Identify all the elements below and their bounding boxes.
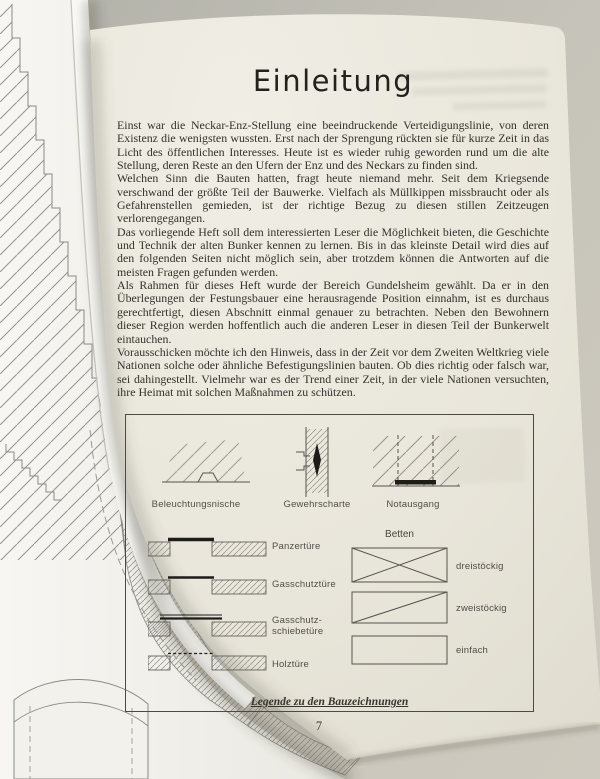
page-title: Einleitung (252, 64, 414, 98)
bett-einfach-label: einfach (456, 645, 489, 656)
panzertuere-symbol (148, 533, 268, 563)
notausgang-label: Notausgang (386, 499, 440, 510)
bett-dreistoeckig-symbol (351, 547, 448, 583)
body-text (117, 119, 549, 399)
holztuere-label: Holztüre (272, 659, 309, 670)
gasschutztuere-symbol (148, 571, 268, 601)
bett-einfach-symbol (351, 635, 448, 665)
gewehrscharte-label: Gewehrscharte (283, 499, 351, 510)
paragraph-3: Das vorliegende Heft soll dem interessierten Leser die Möglichkeit bieten, die Geschichte und Technik der alten Bunker kennen zu lernen. Bis in das kleinste Detail wird dies auf den folgenden Seiten nicht möglich sein, aber trotzdem können die Antworten auf die meisten Fragen gefunden werden. (117, 224, 549, 279)
paragraph-2: Welchen Sinn die Bauten hatten, fragt heute niemand mehr. Seit dem Kriegsende verschwand der größte Teil der Bauwerke. Vielfach als Müllkippen missbraucht oder als Gefahrenstellen gemieden, ist der richtige Bezug zu diesen stillen Zeitzeugen verlorengegangen. (117, 171, 549, 226)
gewehrscharte-symbol (294, 427, 340, 499)
paragraph-1: Einst war die Neckar-Enz-Stellung eine beeindruckende Verteidigungslinie, von deren Existenz die wenigsten wussten. Erst nach der Sprengung rückten sie für kurze Zeit in das Licht des öffentlichen Interesses. Heute ist es wieder ruhig geworden rund um die alte Stellung, deren Reste an den Ufern der Enz und des Neckars zu finden sind. (117, 118, 549, 173)
paragraph-5: Vorausschicken möchte ich den Hinweis, dass in der Zeit vor dem Zweiten Weltkrieg viele Nationen solche oder ähnliche Befestigungslinien bauten. Ob dies richtig oder falsch war, sei dahingestellt. Vielmehr war es der Trend einer Zeit, in der viele Nationen versuchten, ihre Heimat mit solchen Maßnahmen zu schützen. (117, 344, 549, 399)
legend-box (125, 414, 534, 712)
betten-header: Betten (385, 529, 414, 540)
gasschutz-schiebetuere-label: Gasschutz-schiebetüre (272, 615, 324, 637)
beleuchtungsnische-symbol (160, 437, 252, 499)
gasschutztuere-label: Gasschutztüre (272, 579, 336, 590)
bett-dreistoeckig-label: dreistöckig (456, 561, 504, 572)
notausgang-symbol (372, 435, 460, 495)
legend-caption: Legende zu den Bauzeichnungen (250, 696, 409, 708)
bett-zweistoeckig-label: zweistöckig (456, 603, 507, 614)
bett-zweistoeckig-symbol (351, 591, 448, 624)
paragraph-4: Als Rahmen für dieses Heft wurde der Bereich Gundelsheim gewählt. Da er in den Überlegungen der Festungsbauer eine herausragende Position einnahm, ist es durchaus gerechtfertigt, diesen Abschnitt einmal genauer zu betrachten. Neben den Bewohnern dieser Region werden hoffentlich auch die anderen Leser in diesen Teil der Bunkerwelt eintauchen. (117, 278, 549, 346)
holztuere-symbol (148, 647, 268, 677)
page-number: 7 (315, 719, 323, 733)
gasschutz-schiebetuere-symbol (148, 611, 268, 643)
panzertuere-label: Panzertüre (272, 541, 321, 552)
beleuchtungsnische-label: Beleuchtungsnische (151, 499, 241, 510)
